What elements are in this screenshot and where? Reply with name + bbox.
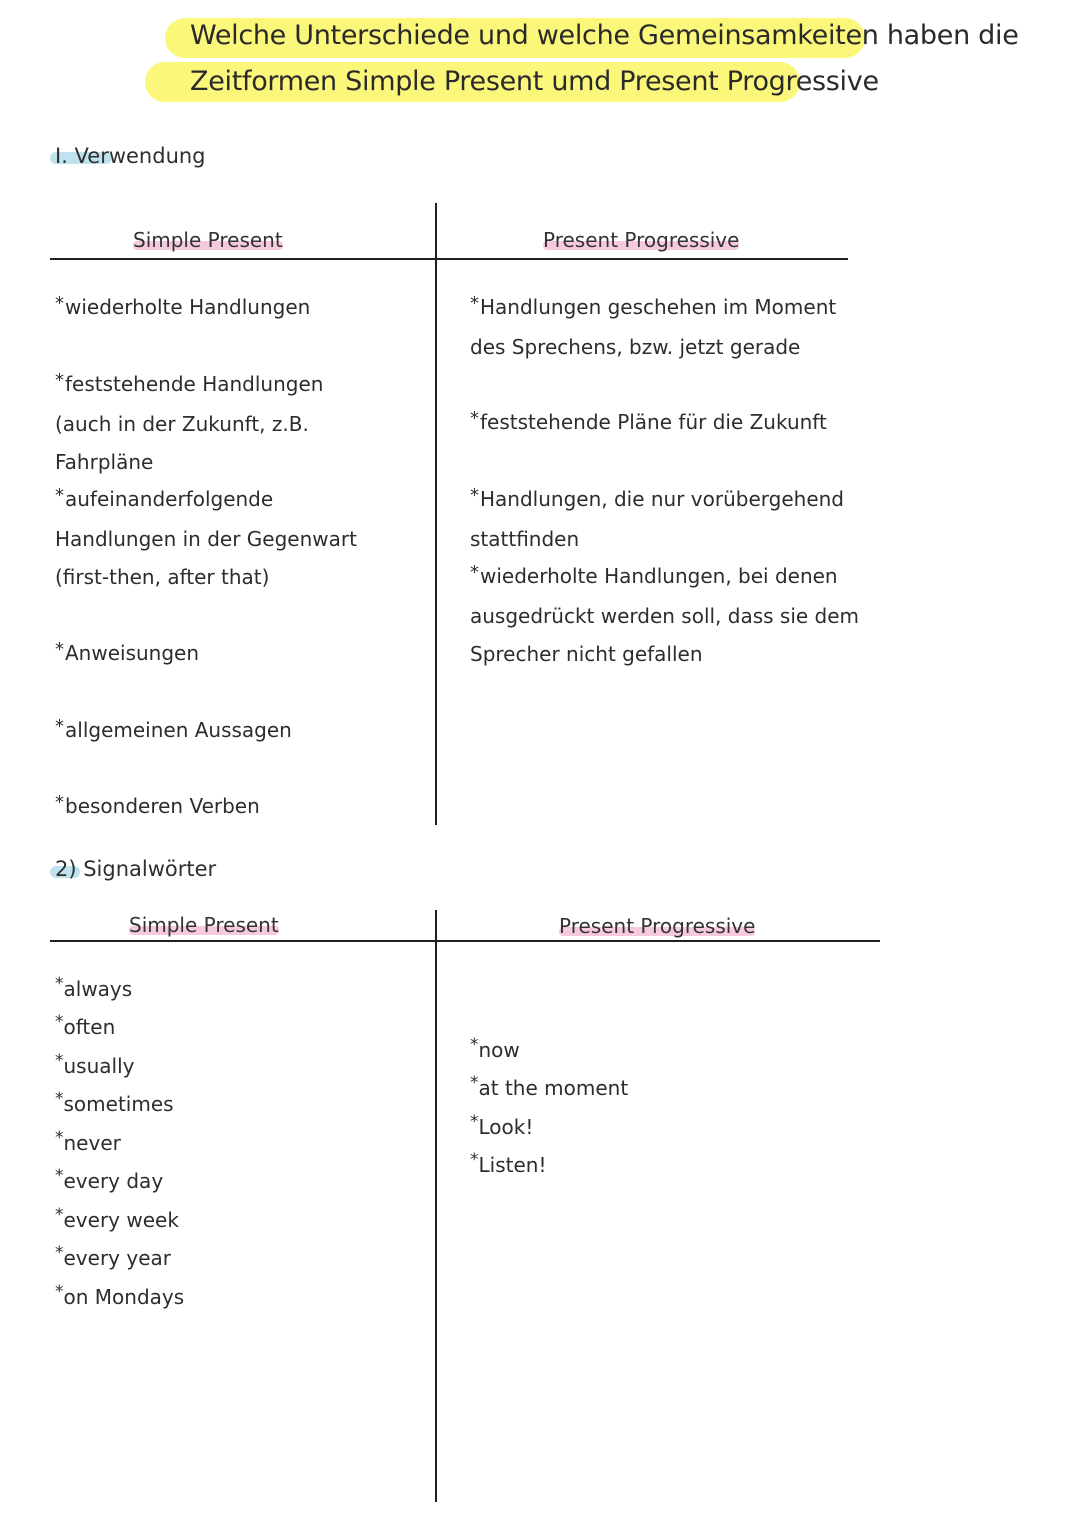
list-item: * often [55,1008,115,1049]
list-item: * aufeinanderfolgende Handlungen in der Gegenwart (first-then, after that) [55,480,390,596]
section1-right-header: Present Progressive [543,228,740,252]
list-item: * wiederholte Handlungen, bei denen ausgedrückt werden soll, dass sie dem Sprecher nicht gefallen [470,557,920,673]
section1-left-header: Simple Present [133,228,283,252]
list-item: * feststehende Handlungen (auch in der Zukunft, z.B. Fahrpläne [55,365,385,481]
page-title-line-2: Zeitformen Simple Present umd Present Progressive [190,66,879,97]
list-item: * wiederholte Handlungen [55,288,415,328]
section1-column-divider [435,203,437,825]
list-item: * Handlungen, die nur vorübergehend stattfinden [470,480,930,558]
list-item: * Anweisungen [55,634,415,674]
section2-column-divider [435,910,437,1502]
list-item: * on Mondays [55,1278,184,1319]
section2-heading: 2) Signalwörter [55,857,217,881]
section2-left-header: Simple Present [129,913,279,937]
section2-right-header: Present Progressive [559,914,756,938]
list-item: * allgemeinen Aussagen [55,711,415,751]
list-item: * every week [55,1201,179,1242]
page-title-line-1: Welche Unterschiede und welche Gemeinsamkeiten haben die [190,20,1019,51]
section1-heading: I. Verwendung [55,144,206,168]
list-item: * every year [55,1239,171,1280]
list-item: * besonderen Verben [55,787,415,827]
list-item: * every day [55,1162,163,1203]
list-item: * usually [55,1047,134,1088]
list-item: * now [470,1031,520,1072]
list-item: * at the moment [470,1069,628,1110]
list-item: * Listen! [470,1146,546,1187]
section1-header-rule [50,258,848,260]
section2-header-rule [50,940,880,942]
list-item: * sometimes [55,1085,174,1126]
list-item: * Handlungen geschehen im Moment des Sprechens, bzw. jetzt gerade [470,288,840,366]
list-item: * never [55,1124,121,1165]
list-item: * always [55,970,132,1011]
list-item: * feststehende Pläne für die Zukunft [470,403,890,443]
list-item: * Look! [470,1108,533,1149]
